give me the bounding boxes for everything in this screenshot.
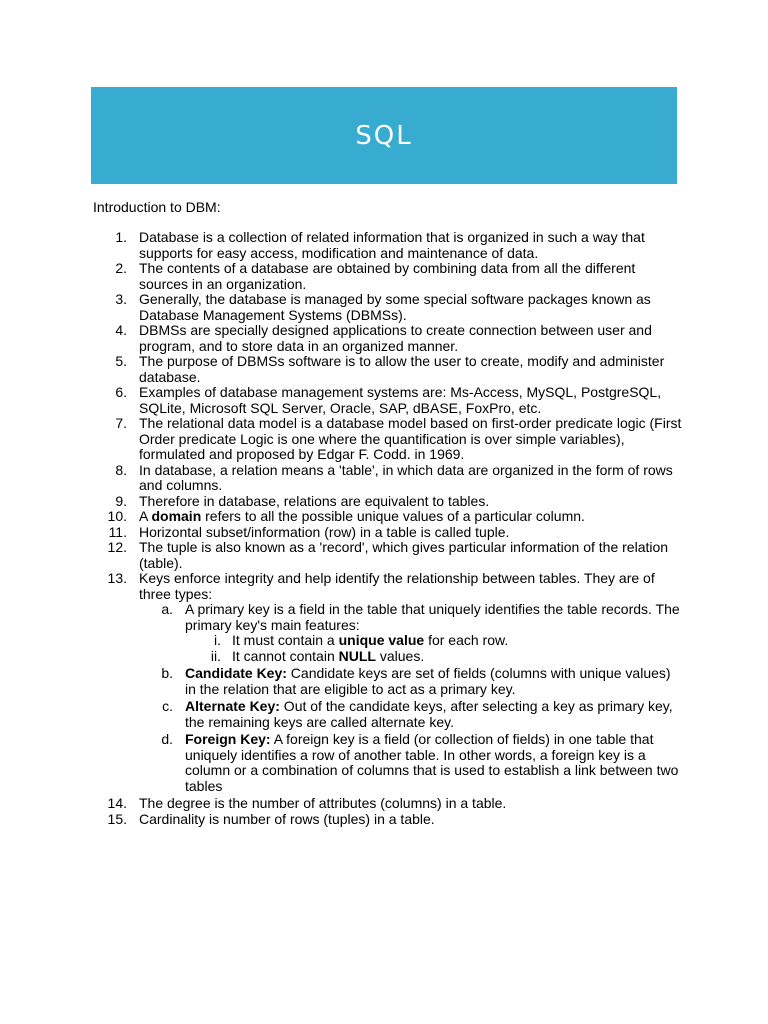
list-item: 12. The tuple is also known as a 'record', which gives particular information of the relation (table). xyxy=(107,539,669,571)
list-item: 11. Horizontal subset/information (row) in a table is called tuple. xyxy=(108,523,510,540)
intro-heading: Introduction to DBM: xyxy=(93,199,221,215)
list-item: 15. Cardinality is number of rows (tuples) in a table. xyxy=(107,810,435,827)
sub-sub-list-item: ii. It cannot contain NULL values. xyxy=(210,647,425,664)
list-item: 5. The purpose of DBMSs software is to allow the user to create, modify and administer database. xyxy=(115,353,665,385)
list-item: 4. DBMSs are specially designed applications to create connection between user and program, and to store data in an organized manner. xyxy=(115,322,652,354)
list-item: 8. In database, a relation means a 'table', in which data are organized in the form of rows and columns. xyxy=(115,461,673,493)
list-item: 1. Database is a collection of related information that is organized in such a way that supports for easy access, modification and maintenance of data. xyxy=(115,229,645,261)
document-body xyxy=(93,230,683,827)
sub-sub-list-item: i. It must contain a unique value for each row. xyxy=(214,632,509,648)
sub-list-item: b. Candidate Key: Candidate keys are set of fields (columns with unique values) in the relation that are eligible to act as a primary key. xyxy=(161,665,671,697)
title-banner xyxy=(91,87,677,184)
list-item: 13. Keys enforce integrity and help identify the relationship between tables. They are of three types: xyxy=(107,570,655,602)
list-item: 9. Therefore in database, relations are equivalent to tables. xyxy=(115,492,490,509)
page-title: SQL xyxy=(355,120,413,151)
list-item: 14. The degree is the number of attributes (columns) in a table. xyxy=(107,795,507,811)
list-item: 6. Examples of database management systems are: Ms-Access, MySQL, PostgreSQL, SQLite, Microsoft SQL Server, Oracle, SAP, dBASE, FoxPro, etc. xyxy=(115,384,662,416)
list-item: 3. Generally, the database is managed by some special software packages known as Database Management Systems (DBMSs). xyxy=(115,291,651,323)
list-item: 2. The contents of a database are obtained by combining data from all the different sources in an organization. xyxy=(115,260,636,292)
sub-list-item: c. Alternate Key: Out of the candidate keys, after selecting a key as primary key, the remaining keys are called alternate key. xyxy=(162,698,673,730)
sub-list-item: a. A primary key is a field in the table that uniquely identifies the table records. The primary key's main features: xyxy=(161,601,680,633)
list-item: 7. The relational data model is a database model based on first-order predicate logic (First Order predicate Logic is one where the quantification is over simple variables), formulated and proposed by Edgar F. Codd. in 1969. xyxy=(115,415,682,462)
list-item: 10. A domain refers to all the possible unique values of a particular column. xyxy=(107,508,585,524)
sub-list-item: d. Foreign Key: A foreign key is a field (or collection of fields) in one table that uniquely identifies a row of another table. In other words, a foreign key is a column or a combination of columns that is used to establish a link between two tables xyxy=(161,731,679,794)
